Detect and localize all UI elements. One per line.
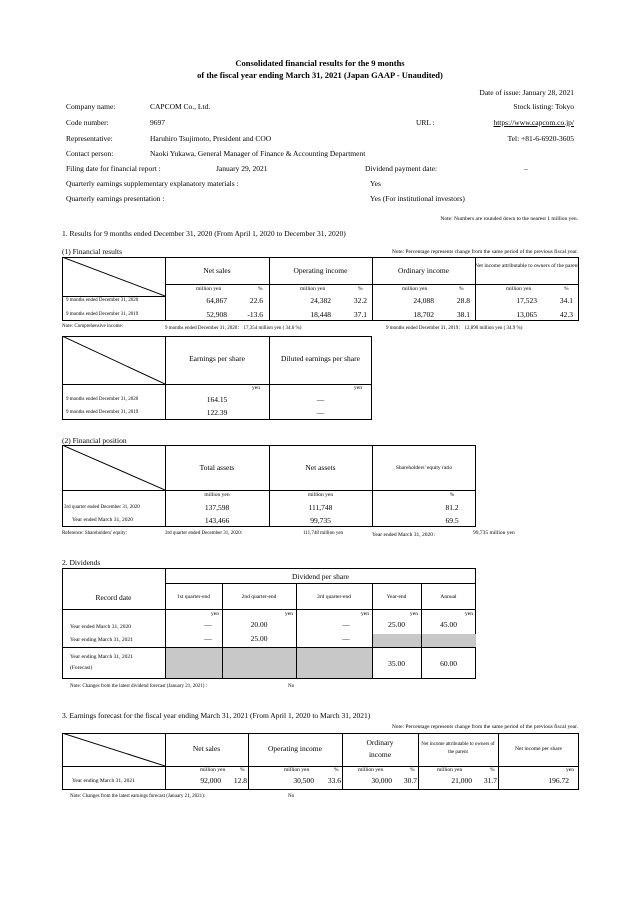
reference-ye-value: 99,735 million yen: [473, 530, 515, 536]
financial-results-note: Note: Percentage represents change from the same period of the previous fiscal year.: [391, 249, 578, 255]
unit-label: million yen: [300, 286, 326, 292]
table-cell: 30,000: [371, 776, 392, 785]
reference-ye-label: Year ended March 31, 2020：: [372, 532, 439, 538]
table-cell: —: [204, 620, 212, 629]
table-cell: 92,000: [200, 776, 221, 785]
unit-label: million yen: [196, 286, 222, 292]
rounding-note: Note: Numbers are rounded down to the nearest 1 million yen.: [440, 216, 578, 222]
row-label: Year ending March 31, 2021: [70, 637, 133, 643]
table-cell: 64,867: [206, 296, 227, 305]
reference-q3-label: 3rd quarter ended December 31, 2020:: [165, 531, 243, 536]
unit-yen: yen: [410, 611, 418, 617]
presentation-label: Quarterly earnings presentation :: [66, 194, 165, 203]
company-name-label: Company name:: [66, 102, 116, 111]
row-label: Year ending March 31, 2021: [70, 654, 133, 660]
table-cell: 24,382: [310, 296, 331, 305]
table-cell: 30.7: [403, 776, 417, 785]
table-cell: —: [316, 395, 325, 404]
table-cell: 35.00: [388, 659, 405, 668]
header-net-income-per-share: Net income per share: [515, 746, 562, 752]
section3-title: 3. Earnings forecast for the fiscal year ending March 31, 2021 (From April 1, 2020 to March 31, 2021): [62, 711, 371, 720]
comprehensive-income-2019: 9 months ended December 31, 2019： 12,890 million yen ( 34.9 %): [386, 326, 523, 331]
col-header: 1st quarter-end: [176, 594, 211, 600]
table-cell: 111,748: [308, 503, 333, 512]
row-label: Year ending March 31, 2021: [72, 778, 135, 784]
table-cell: —: [316, 408, 325, 417]
table-cell: 12.8: [233, 776, 247, 785]
header-net-sales: Net sales: [192, 744, 221, 753]
table-cell: 22.6: [249, 296, 263, 305]
unit-yen: yen: [566, 767, 574, 773]
doc-title-line1: Consolidated financial results for the 9 months: [235, 58, 405, 68]
table-cell: 42.3: [559, 310, 573, 319]
col-header: 3rd quarter-end: [317, 594, 351, 600]
unit-yen: yen: [361, 611, 369, 617]
doc-title-line2: of the fiscal year ending March 31, 2021 (Japan GAAP - Unaudited): [197, 70, 443, 80]
table-cell: 34.1: [559, 296, 573, 305]
company-name: CAPCOM Co., Ltd.: [150, 102, 211, 111]
reference-equity-label: Reference: Shareholders' equity:: [62, 531, 128, 536]
issue-date: Date of issue: January 28, 2021: [479, 88, 574, 97]
header-operating-income: Operating income: [293, 266, 348, 275]
table-cell: 20.00: [250, 620, 268, 629]
table-cell: 37.1: [353, 310, 367, 319]
row-label: 9 months ended December 31, 2020: [66, 397, 139, 402]
table-cell: 18,702: [413, 310, 434, 319]
unit-label: %: [459, 286, 464, 292]
unit-label: %: [240, 767, 245, 773]
header-ordinary-income: Ordinary income: [366, 738, 394, 759]
table-cell: 196.72: [548, 776, 569, 785]
table-cell: 31.7: [483, 776, 497, 785]
table-cell: 69.5: [445, 516, 459, 525]
table-cell: 17,523: [516, 296, 537, 305]
header-diagonal: [62, 257, 165, 296]
unit-label: million yen: [437, 767, 463, 773]
comprehensive-income-2020: 9 months ended December 31, 2020： 17,354 million yen ( 34.6 %): [165, 326, 302, 331]
supplementary-value: Yes: [370, 179, 381, 188]
dividend-forecast-note: Note: Changes from the latest dividend forecast (January 21, 2021) :: [70, 684, 208, 689]
table-cell: 30,500: [293, 776, 314, 785]
table-cell: 25.00: [388, 620, 405, 629]
header-net-income-parent: Net income attributable to owners of the parent: [475, 263, 580, 269]
header-diagonal: [62, 733, 165, 766]
company-url-link[interactable]: https://www.capcom.co.jp/: [493, 118, 574, 127]
table-cell: -13.6: [247, 310, 263, 319]
header-ordinary-income: Ordinary income: [397, 266, 450, 275]
header-eps: Earnings per share: [189, 354, 245, 363]
header-operating-income: Operating income: [268, 744, 322, 753]
table-cell: 52,908: [206, 310, 227, 319]
col-header: Annual: [440, 594, 457, 600]
supplementary-label: Quarterly earnings supplementary explanatory materials :: [66, 179, 239, 188]
table-cell: —: [204, 634, 212, 643]
contact-label: Contact person:: [66, 149, 114, 158]
unit-label: million yen: [506, 286, 532, 292]
dividend-payment-date: –: [524, 164, 528, 173]
unit-label: %: [358, 286, 363, 292]
table-cell: 122.39: [206, 408, 228, 417]
header-total-assets: Total assets: [199, 463, 235, 472]
url-label: URL :: [416, 118, 435, 127]
table-cell: 45.00: [440, 620, 457, 629]
representative: Haruhiro Tsujimoto, President and COO: [150, 134, 272, 143]
header-diagonal: [62, 336, 165, 384]
unit-label: million yen: [204, 492, 230, 498]
table-cell: 33.6: [327, 776, 341, 785]
table-cell: —: [342, 634, 350, 643]
table-cell: 28.8: [456, 296, 470, 305]
shaded-cell: [166, 648, 372, 678]
financial-position-title: (2) Financial position: [62, 436, 127, 445]
dividend-per-share-header: Dividend per share: [291, 572, 350, 581]
representative-label: Representative:: [66, 134, 113, 143]
code-number: 9697: [150, 118, 165, 127]
dividend-forecast-note-value: No: [288, 684, 295, 689]
table-cell: 24,088: [413, 296, 434, 305]
filing-label: Filing date for financial report :: [66, 164, 161, 173]
table-cell: 60.00: [440, 659, 457, 668]
code-label: Code number:: [66, 118, 109, 127]
col-header: Year-end: [386, 594, 407, 600]
dividend-payment-label: Dividend payment date:: [365, 164, 438, 173]
unit-label: %: [490, 767, 495, 773]
unit-label: million yen: [200, 767, 226, 773]
header-equity-ratio: Shareholders' equity ratio: [395, 465, 453, 471]
unit-yen: yen: [252, 385, 260, 391]
unit-label: million yen: [358, 767, 384, 773]
unit-label: million yen: [402, 286, 428, 292]
unit-yen: yen: [285, 611, 293, 617]
comprehensive-income-label: Note: Comprehensive income:: [62, 324, 124, 329]
financial-results-title: (1) Financial results: [62, 247, 122, 256]
row-label: 9 months ended December 31, 2019: [66, 312, 139, 317]
row-label: Year ended March 31, 2020: [72, 517, 133, 523]
unit-label: million yen: [307, 492, 334, 498]
forecast-change-note-value: No: [288, 794, 295, 799]
presentation-value: Yes (For institutional investors): [370, 194, 465, 203]
dividends-title: 2. Dividends: [62, 558, 101, 567]
row-label: (Forecast): [70, 665, 93, 671]
filing-date: January 29, 2021: [216, 164, 268, 173]
unit-label: %: [410, 767, 415, 773]
col-header: 2nd quarter-end: [241, 594, 277, 600]
header-net-assets: Net assets: [305, 463, 336, 472]
table-cell: 81.2: [445, 503, 459, 512]
contact-person: Naoki Yukawa, General Manager of Finance & Accounting Department: [150, 149, 366, 158]
header-net-sales: Net sales: [203, 266, 231, 275]
row-label: 9 months ended December 31, 2019: [66, 410, 139, 415]
forecast-change-note: Note: Changes from the latest earnings forecast (January 21, 2021):: [70, 794, 206, 799]
table-cell: 25.00: [250, 634, 268, 643]
table-cell: 99,735: [310, 516, 331, 525]
table-cell: 13,065: [516, 310, 537, 319]
unit-label: %: [334, 767, 339, 773]
unit-label: million yen: [284, 767, 310, 773]
table-cell: 38.1: [456, 310, 470, 319]
table-cell: 164.15: [206, 395, 228, 404]
unit-label: %: [258, 286, 263, 292]
telephone: Tel: +81-6-6920-3605: [507, 134, 574, 143]
reference-q3-value: 111,748 million yen: [303, 531, 344, 536]
unit-yen: yen: [354, 385, 362, 391]
header-diagonal: [62, 445, 165, 490]
table-cell: 137,598: [204, 503, 230, 512]
section1-title: 1. Results for 9 months ended December 31, 2020 (From April 1, 2020 to December 31, 2020): [62, 229, 346, 238]
record-date-header: Record date: [95, 593, 132, 602]
unit-label: %: [449, 492, 455, 498]
table-cell: 32.2: [353, 296, 367, 305]
unit-yen: yen: [211, 611, 219, 617]
table-cell: 18,448: [310, 310, 331, 319]
table-cell: 143,466: [204, 516, 230, 525]
header-net-income-parent: Net income attributable to owners of the parent: [421, 742, 495, 755]
table-cell: 21,000: [451, 776, 472, 785]
row-label: 9 months ended December 31, 2020: [66, 298, 139, 303]
header-diluted-eps: Diluted earnings per share: [281, 354, 360, 363]
unit-label: %: [564, 286, 569, 292]
row-label: Year ended March 31, 2020: [70, 624, 131, 630]
table-cell: —: [342, 620, 350, 629]
forecast-note: Note: Percentage represents change from the same period of the previous fiscal year.: [391, 724, 578, 730]
row-label: 3rd quarter ended December 31, 2020: [64, 505, 140, 510]
stock-listing: Stock listing: Tokyo: [513, 102, 574, 111]
unit-yen: yen: [465, 611, 473, 617]
